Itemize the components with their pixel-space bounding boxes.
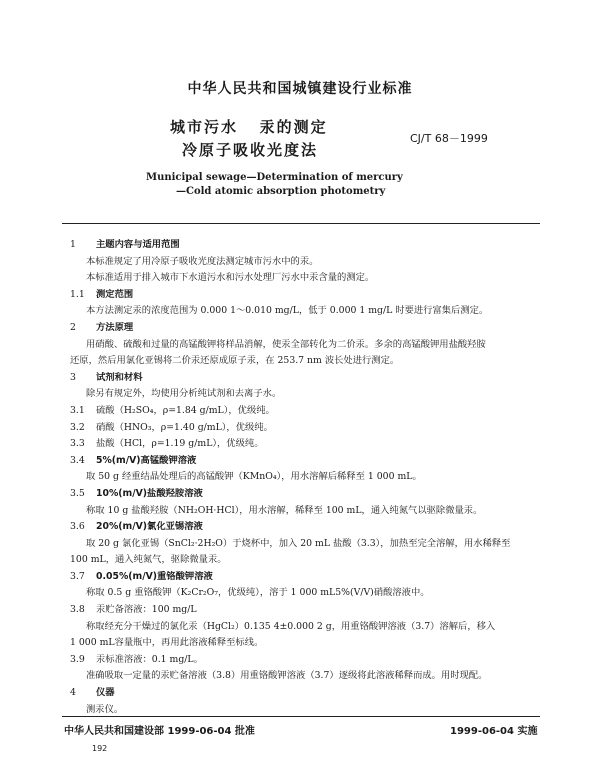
paragraph-text: 除另有规定外，均使用分析纯试剂和去离子水。 (86, 388, 282, 400)
section-heading: 硫酸（H₂SO₄，ρ=1.84 g/mL），优级纯。 (96, 404, 275, 416)
paragraph-text: 用硝酸、硫酸和过量的高锰酸钾将样品消解，使汞全部转化为二价汞。多余的高锰酸钾用盐酸羟胺 (86, 338, 486, 350)
section-number: 3.6 (70, 521, 85, 533)
section-heading: 20%(m/V)氯化亚锡溶液 (96, 521, 203, 533)
section-s39 (70, 652, 540, 669)
paragraph-text: 本方法测定汞的浓度范围为 0.000 1～0.010 mg/L，低于 0.000 1 mg/L 时要进行富集后测定。 (86, 305, 489, 317)
approval-line: 中华人民共和国建设部 1999-06-04 批准 (64, 726, 255, 737)
section-number: 3.3 (70, 438, 85, 450)
section-number: 3.4 (70, 454, 85, 466)
section-number: 3.1 (70, 404, 85, 416)
section-heading: 试剂和材料 (96, 371, 143, 383)
paragraph-text: 取 50 g 经重结晶处理后的高锰酸钾（KMnO₄），用水溶解后稀释至 1 000 mL。 (86, 471, 422, 483)
section-heading: 汞标准溶液：0.1 mg/L。 (96, 653, 203, 665)
standard-code: CJ/T 68－1999 (410, 132, 488, 145)
page-number: 192 (92, 744, 108, 753)
paragraph-line-p14 (70, 668, 540, 685)
section-number: 4 (70, 687, 76, 699)
paragraph-line-p8 (70, 503, 540, 520)
section-heading: 测定范围 (96, 288, 134, 300)
section-s2 (70, 320, 540, 337)
section-heading: 方法原理 (96, 321, 134, 333)
section-number: 1.1 (70, 288, 85, 300)
paragraph-line-p11 (70, 585, 540, 602)
section-number: 3.5 (70, 487, 85, 499)
paragraph-line-p7 (70, 469, 540, 486)
paragraph-text: 称取 0.5 g 重铬酸钾（K₂Cr₂O₇，优级纯），溶于 1 000 mL5%(V/V)硝酸溶液中。 (86, 587, 430, 599)
paragraph-text: 还原，然后用氯化亚锡将二价汞还原成原子汞，在 253.7 nm 波长处进行测定。 (70, 355, 400, 367)
bottom-divider (62, 716, 540, 717)
section-number: 3 (70, 371, 76, 383)
section-s33 (70, 436, 540, 453)
section-number: 3.2 (70, 421, 85, 433)
paragraph-text: 称取经充分干燥过的氯化汞（HgCl₂）0.135 4±0.000 2 g，用重铬酸钾溶液（3.7）溶解后，移入 (86, 620, 496, 632)
paragraph-line-p10 (70, 552, 540, 569)
section-heading: 仪器 (96, 687, 115, 699)
paragraph-line-p12 (70, 619, 540, 636)
paragraph-text: 测汞仪。 (86, 703, 124, 715)
english-title-line-1: Municipal sewage—Determination of mercury (146, 172, 403, 183)
document-body (70, 237, 540, 718)
section-number: 1 (70, 239, 76, 250)
section-heading: 0.05%(m/V)重铬酸钾溶液 (96, 570, 213, 582)
section-s38 (70, 602, 540, 619)
section-s4 (70, 685, 540, 702)
paragraph-text: 1 000 mL容量瓶中，再用此溶液稀释至标线。 (70, 637, 264, 649)
section-number: 3.9 (70, 653, 85, 665)
paragraph-line-p2 (70, 270, 540, 287)
effective-date: 1999-06-04 实施 (450, 726, 538, 737)
section-heading: 主题内容与适用范围 (96, 239, 180, 250)
section-s35 (70, 486, 540, 503)
paragraph-line-p9 (70, 536, 540, 553)
paragraph-text: 100 mL，通入纯氮气，驱除微量汞。 (70, 554, 227, 566)
paragraph-text: 本标准规定了用冷原子吸收光度法测定城市污水中的汞。 (86, 255, 319, 267)
section-s34 (70, 453, 540, 470)
paragraph-text: 本标准适用于排入城市下水道污水和污水处理厂污水中汞含量的测定。 (86, 272, 375, 284)
paragraph-text: 称取 10 g 盐酸羟胺（NH₂OH·HCl），用水溶解，稀释至 100 mL，通入纯氮气以驱除微量汞。 (86, 504, 483, 516)
section-heading: 5%(m/V)高锰酸钾溶液 (96, 454, 197, 466)
paragraph-line-p6 (70, 386, 540, 403)
paragraph-line-p5 (70, 353, 540, 370)
section-heading: 汞贮备溶液：100 mg/L (96, 604, 197, 616)
paragraph-text: 取 20 g 氯化亚锡（SnCl₂·2H₂O）于烧杯中，加入 20 mL 盐酸（3.3），加热至完全溶解，用水稀释至 (86, 537, 511, 549)
section-s3 (70, 370, 540, 387)
title-line-1: 城市污水 汞的测定 (170, 118, 328, 136)
section-heading: 10%(m/V)盐酸羟胺溶液 (96, 487, 203, 499)
paragraph-line-p13 (70, 635, 540, 652)
section-s1 (70, 237, 540, 254)
section-heading: 盐酸（HCl，ρ=1.19 g/mL），优级纯。 (96, 438, 264, 450)
paragraph-line-p4 (70, 337, 540, 354)
issuing-body: 中华人民共和国城镇建设行业标准 (187, 81, 413, 97)
section-s32 (70, 420, 540, 437)
section-s37 (70, 569, 540, 586)
section-s36 (70, 519, 540, 536)
section-number: 3.8 (70, 604, 85, 616)
section-number: 3.7 (70, 570, 85, 582)
paragraph-line-p3 (70, 303, 540, 320)
paragraph-text: 准确吸取一定量的汞贮备溶液（3.8）用重铬酸钾溶液（3.7）逐级将此溶液稀释而成。用时现配。 (86, 670, 488, 682)
section-s11 (70, 287, 540, 304)
paragraph-line-p1 (70, 254, 540, 271)
section-heading: 硝酸（HNO₃，ρ=1.40 g/mL），优级纯。 (96, 421, 273, 433)
section-number: 2 (70, 321, 76, 333)
english-title-line-2: —Cold atomic absorption photometry (176, 186, 386, 197)
top-divider (62, 223, 540, 224)
section-s31 (70, 403, 540, 420)
title-line-2: 冷原子吸收光度法 (182, 141, 319, 159)
